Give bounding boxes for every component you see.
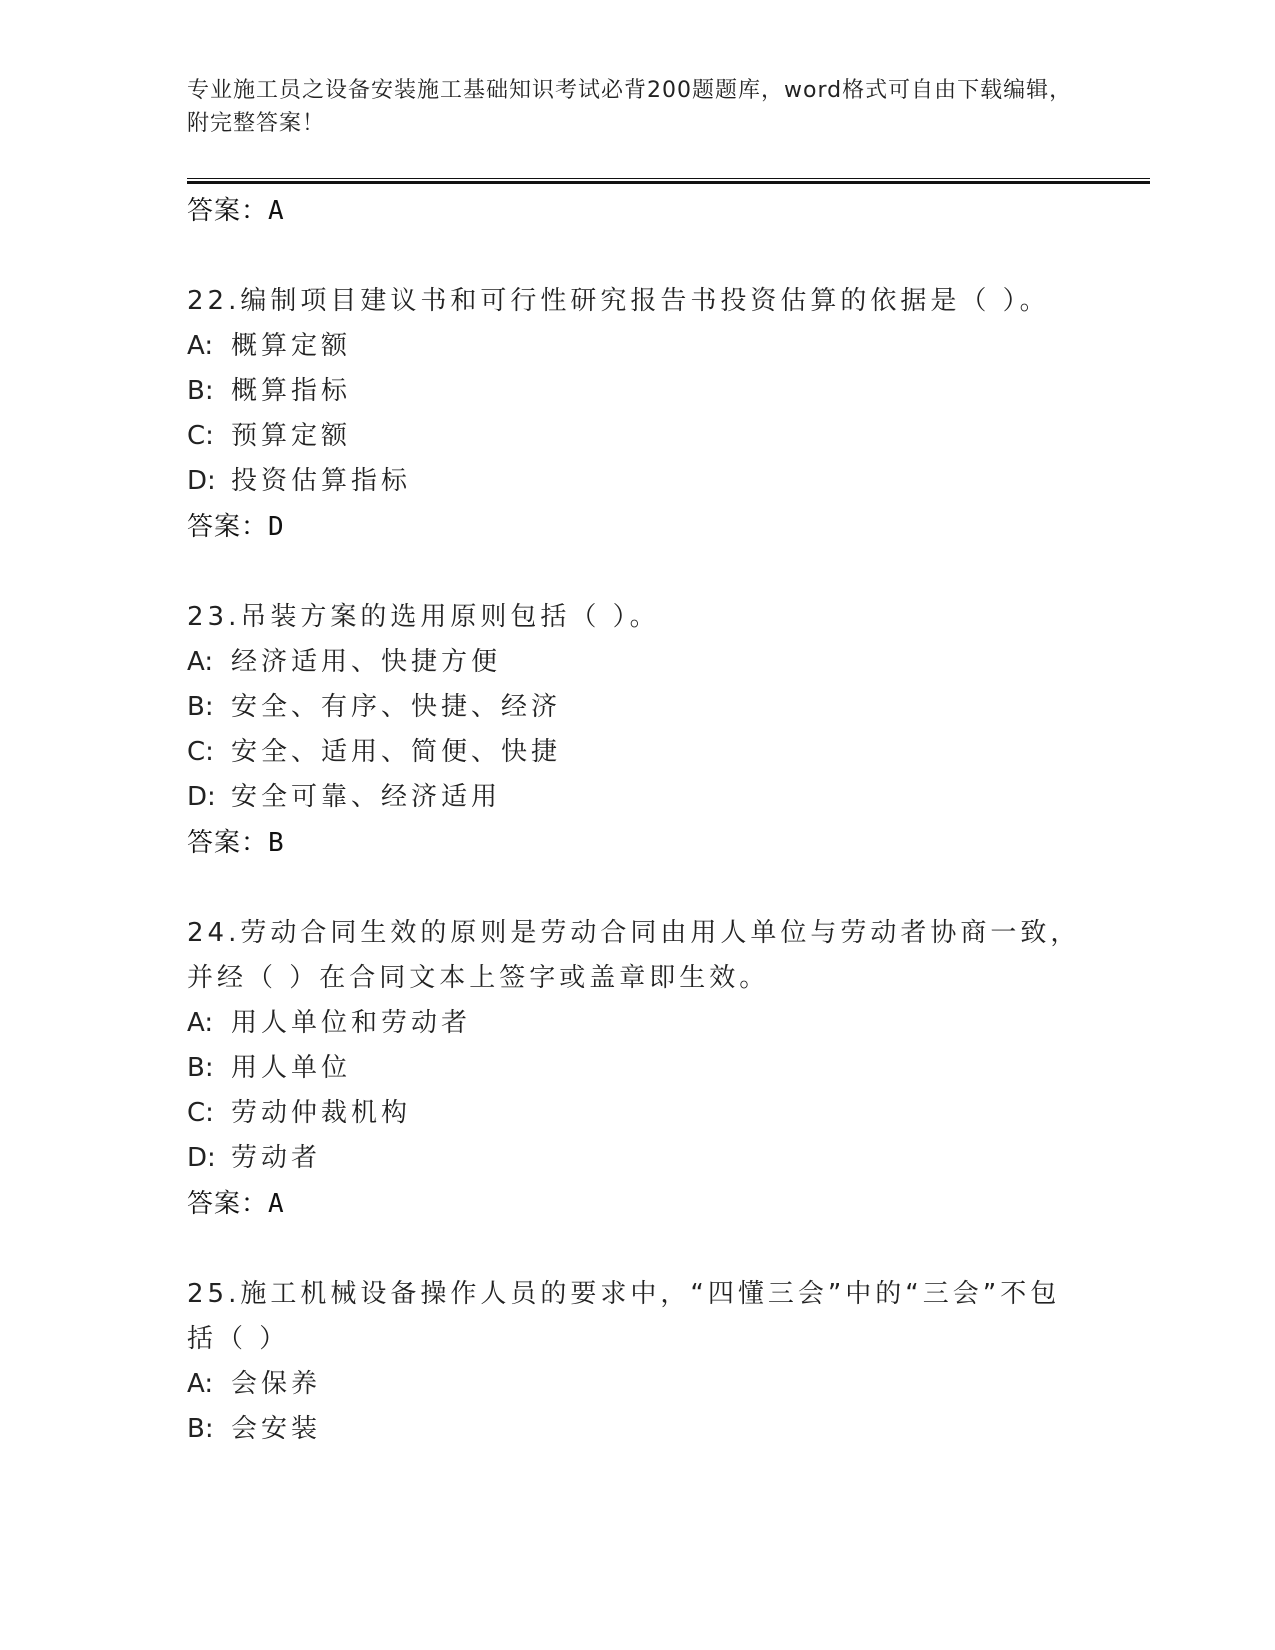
option-text: 预算定额 xyxy=(231,421,352,451)
option-a xyxy=(187,1001,1087,1046)
question-25 xyxy=(187,1272,1087,1452)
option-text: 概算指标 xyxy=(231,376,352,406)
option-key: D: xyxy=(187,466,216,496)
option-b xyxy=(187,369,1087,414)
question-22 xyxy=(187,279,1087,550)
option-text: 会安装 xyxy=(231,1414,322,1444)
question-stem: 22.编制项目建议书和可行性研究报告书投资估算的依据是（ ）。 xyxy=(187,286,1050,316)
option-key: A: xyxy=(187,1008,214,1038)
answer-label: 答案： xyxy=(187,828,269,858)
option-key: A: xyxy=(187,647,214,677)
option-key: A: xyxy=(187,331,214,361)
option-d xyxy=(187,1136,1087,1181)
option-text: 投资估算指标 xyxy=(231,466,412,496)
document-header: 专业施工员之设备安装施工基础知识考试必背200题题库，word格式可自由下载编辑，附完整答案！ xyxy=(187,78,1073,136)
option-key: B: xyxy=(187,376,214,406)
option-key: D: xyxy=(187,782,216,812)
option-d xyxy=(187,775,1087,820)
question-stem: 23.吊装方案的选用原则包括（ ）。 xyxy=(187,602,660,632)
option-a xyxy=(187,640,1087,685)
answer-line xyxy=(187,188,1087,234)
option-text: 用人单位和劳动者 xyxy=(231,1008,472,1038)
option-key: A: xyxy=(187,1369,214,1399)
option-key: B: xyxy=(187,692,214,722)
option-text: 用人单位 xyxy=(231,1053,352,1083)
option-b xyxy=(187,1046,1087,1091)
option-text: 劳动仲裁机构 xyxy=(231,1098,412,1128)
option-text: 概算定额 xyxy=(231,331,352,361)
answer-label: 答案： xyxy=(187,1189,269,1219)
answer-line xyxy=(187,1181,1087,1227)
option-key: C: xyxy=(187,737,214,767)
option-text: 经济适用、快捷方便 xyxy=(231,647,502,677)
option-b xyxy=(187,1407,1087,1452)
answer-label: 答案： xyxy=(187,196,269,226)
option-b xyxy=(187,685,1087,730)
header-divider xyxy=(187,178,1150,184)
option-c xyxy=(187,414,1087,459)
option-text: 会保养 xyxy=(231,1369,322,1399)
question-24 xyxy=(187,911,1087,1227)
option-c xyxy=(187,730,1087,775)
answer-value: A xyxy=(268,196,285,226)
question-list xyxy=(187,188,1087,1452)
option-d xyxy=(187,459,1087,504)
option-text: 安全、有序、快捷、经济 xyxy=(231,692,562,722)
question-stem: 24.劳动合同生效的原则是劳动合同由用人单位与劳动者协商一致，并经（ ）在合同文本上签字或盖章即生效。 xyxy=(187,918,1081,993)
answer-line xyxy=(187,820,1087,866)
option-text: 劳动者 xyxy=(231,1143,322,1173)
option-a xyxy=(187,324,1087,369)
answer-value: A xyxy=(268,1189,285,1219)
answer-value: B xyxy=(268,828,285,858)
option-key: D: xyxy=(187,1143,216,1173)
option-key: B: xyxy=(187,1414,214,1444)
option-a xyxy=(187,1362,1087,1407)
question-23 xyxy=(187,595,1087,866)
option-text: 安全、适用、简便、快捷 xyxy=(231,737,562,767)
answer-value: D xyxy=(268,512,285,542)
answer-label: 答案： xyxy=(187,512,269,542)
answer-line xyxy=(187,504,1087,550)
question-stem: 25.施工机械设备操作人员的要求中，“四懂三会”中的“三会”不包括（ ） xyxy=(187,1279,1061,1354)
option-text: 安全可靠、经济适用 xyxy=(231,782,502,812)
option-key: B: xyxy=(187,1053,214,1083)
option-key: C: xyxy=(187,1098,214,1128)
option-c xyxy=(187,1091,1087,1136)
option-key: C: xyxy=(187,421,214,451)
